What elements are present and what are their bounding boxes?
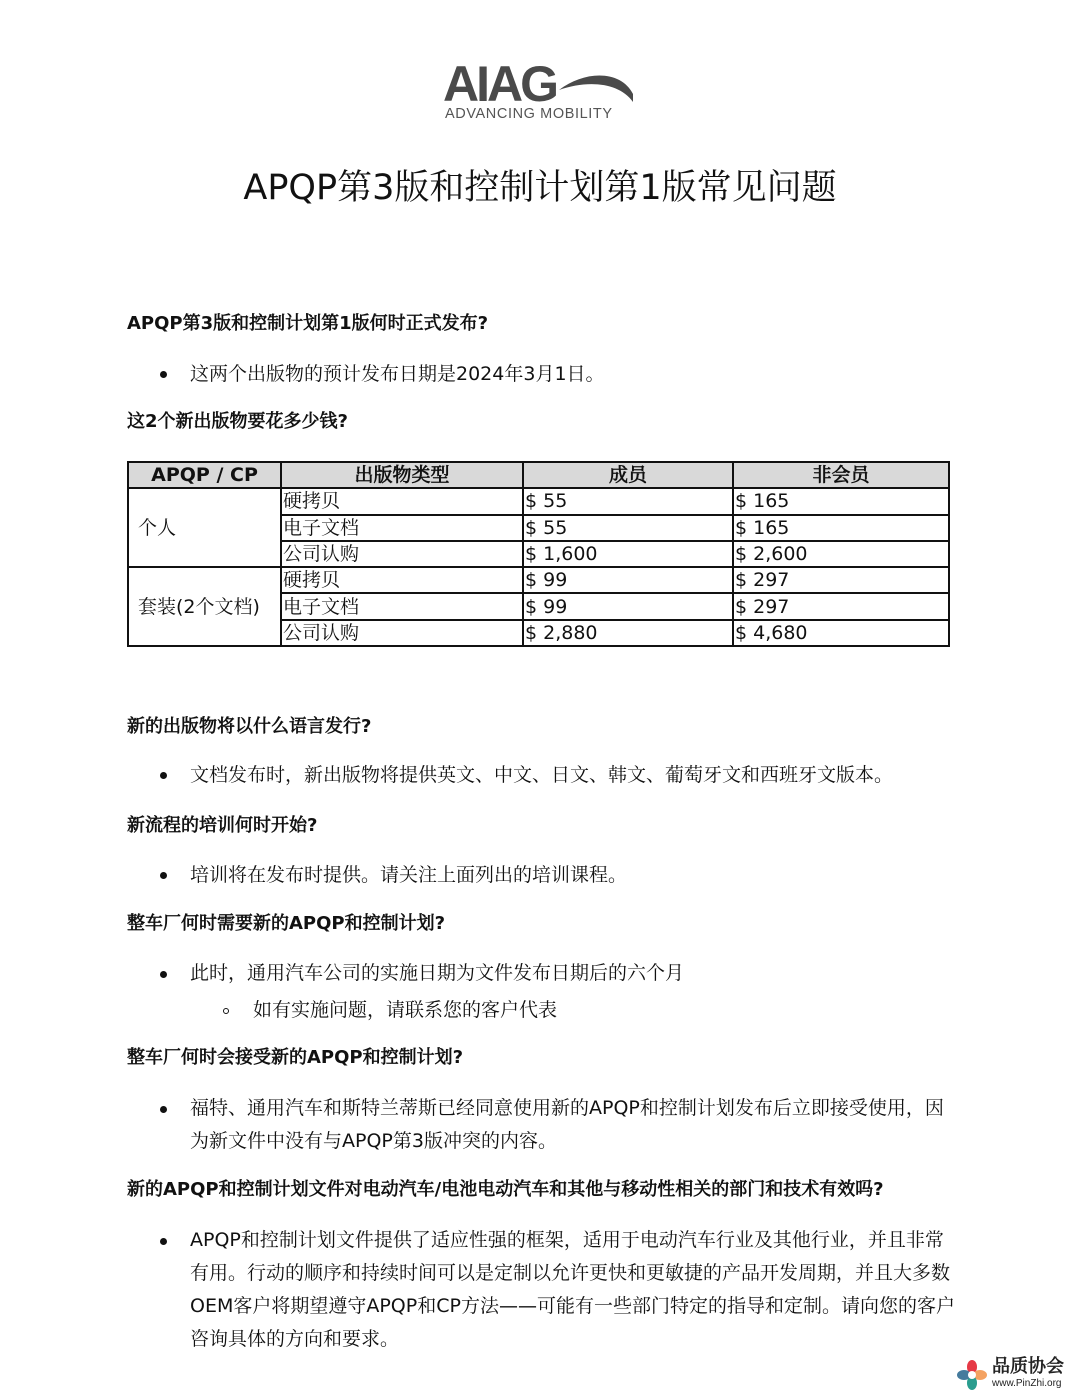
cell-nonmember-price: $ 297 — [733, 593, 949, 619]
faq-question-oem-requirement: 整车厂何时需要新的APQP和控制计划? — [127, 913, 446, 934]
header-apqp-cp: APQP / CP — [128, 462, 281, 488]
cell-type: 公司认购 — [281, 620, 523, 646]
pinzhi-watermark-logo — [950, 1356, 1078, 1394]
cell-type: 公司认购 — [281, 541, 523, 567]
bullet-icon — [160, 772, 167, 779]
group-label-bundle: 套装(2个文档) — [128, 567, 281, 646]
cell-type: 硬拷贝 — [281, 488, 523, 514]
cell-type: 硬拷贝 — [281, 567, 523, 593]
bullet-icon — [160, 371, 167, 378]
cell-member-price: $ 55 — [523, 515, 733, 541]
faq-answer-training: 培训将在发布时提供。请关注上面列出的培训课程。 — [190, 864, 628, 886]
bullet-icon — [160, 1106, 167, 1113]
logo-tagline: ADVANCING MOBILITY — [445, 106, 613, 122]
logo-wordmark: AIAG — [443, 56, 556, 112]
cell-member-price: $ 2,880 — [523, 620, 733, 646]
faq-answer-ev-applicability: APQP和控制计划文件提供了适应性强的框架，适用于电动汽车行业及其他行业，并且非常有用。行动的顺序和持续时间可以是定制以允许更快和更敏捷的产品开发周期，并且大多数OEM客户将期望遵守APQP和CP方法——可能有一些部门特定的指导和定制。请向您的客户咨询具体的方向和要求。 — [190, 1229, 955, 1350]
footer-url: www.PinZhi.org — [992, 1378, 1062, 1389]
faq-answer-oem-acceptance: 福特、通用汽车和斯特兰蒂斯已经同意使用新的APQP和控制计划发布后立即接受使用，因为新文件中没有与APQP第3版冲突的内容。 — [190, 1097, 944, 1152]
faq-question-ev-applicability: 新的APQP和控制计划文件对电动汽车/电池电动汽车和其他与移动性相关的部门和技术有效吗? — [127, 1179, 884, 1200]
table-header-row — [128, 462, 949, 488]
bullet-icon — [160, 872, 167, 879]
cell-type: 电子文档 — [281, 593, 523, 619]
faq-question-price: 这2个新出版物要花多少钱? — [127, 411, 348, 432]
price-table — [127, 461, 950, 647]
faq-answer-languages: 文档发布时，新出版物将提供英文、中文、日文、韩文、葡萄牙文和西班牙文版本。 — [190, 764, 894, 786]
header-member: 成员 — [523, 462, 733, 488]
flower-logo-icon — [956, 1359, 988, 1391]
cell-nonmember-price: $ 297 — [733, 567, 949, 593]
header-nonmember: 非会员 — [733, 462, 949, 488]
cell-nonmember-price: $ 2,600 — [733, 541, 949, 567]
sub-bullet-icon — [223, 1008, 229, 1014]
table-row — [128, 567, 949, 593]
cell-member-price: $ 1,600 — [523, 541, 733, 567]
logo-swoosh-icon — [555, 68, 635, 108]
cell-member-price: $ 99 — [523, 593, 733, 619]
faq-subanswer-oem-requirement: 如有实施问题，请联系您的客户代表 — [253, 999, 558, 1021]
faq-question-languages: 新的出版物将以什么语言发行? — [127, 716, 372, 737]
faq-answer-oem-requirement: 此时，通用汽车公司的实施日期为文件发布日期后的六个月 — [190, 962, 685, 984]
document-title: APQP第3版和控制计划第1版常见问题 — [243, 168, 837, 208]
cell-nonmember-price: $ 4,680 — [733, 620, 949, 646]
cell-member-price: $ 99 — [523, 567, 733, 593]
table-row — [128, 488, 949, 514]
faq-question-training: 新流程的培训何时开始? — [127, 815, 318, 836]
bullet-icon — [160, 1238, 167, 1245]
footer-brand: 品质协会 — [992, 1356, 1064, 1377]
cell-member-price: $ 55 — [523, 488, 733, 514]
bullet-icon — [160, 971, 167, 978]
faq-question-release-date: APQP第3版和控制计划第1版何时正式发布? — [127, 313, 489, 334]
cell-nonmember-price: $ 165 — [733, 488, 949, 514]
faq-question-oem-acceptance: 整车厂何时会接受新的APQP和控制计划? — [127, 1047, 464, 1068]
aiag-logo — [443, 58, 643, 128]
cell-type: 电子文档 — [281, 515, 523, 541]
group-label-individual: 个人 — [128, 488, 281, 567]
cell-nonmember-price: $ 165 — [733, 515, 949, 541]
header-publication-type: 出版物类型 — [281, 462, 523, 488]
faq-answer-release-date: 这两个出版物的预计发布日期是2024年3月1日。 — [190, 363, 605, 385]
